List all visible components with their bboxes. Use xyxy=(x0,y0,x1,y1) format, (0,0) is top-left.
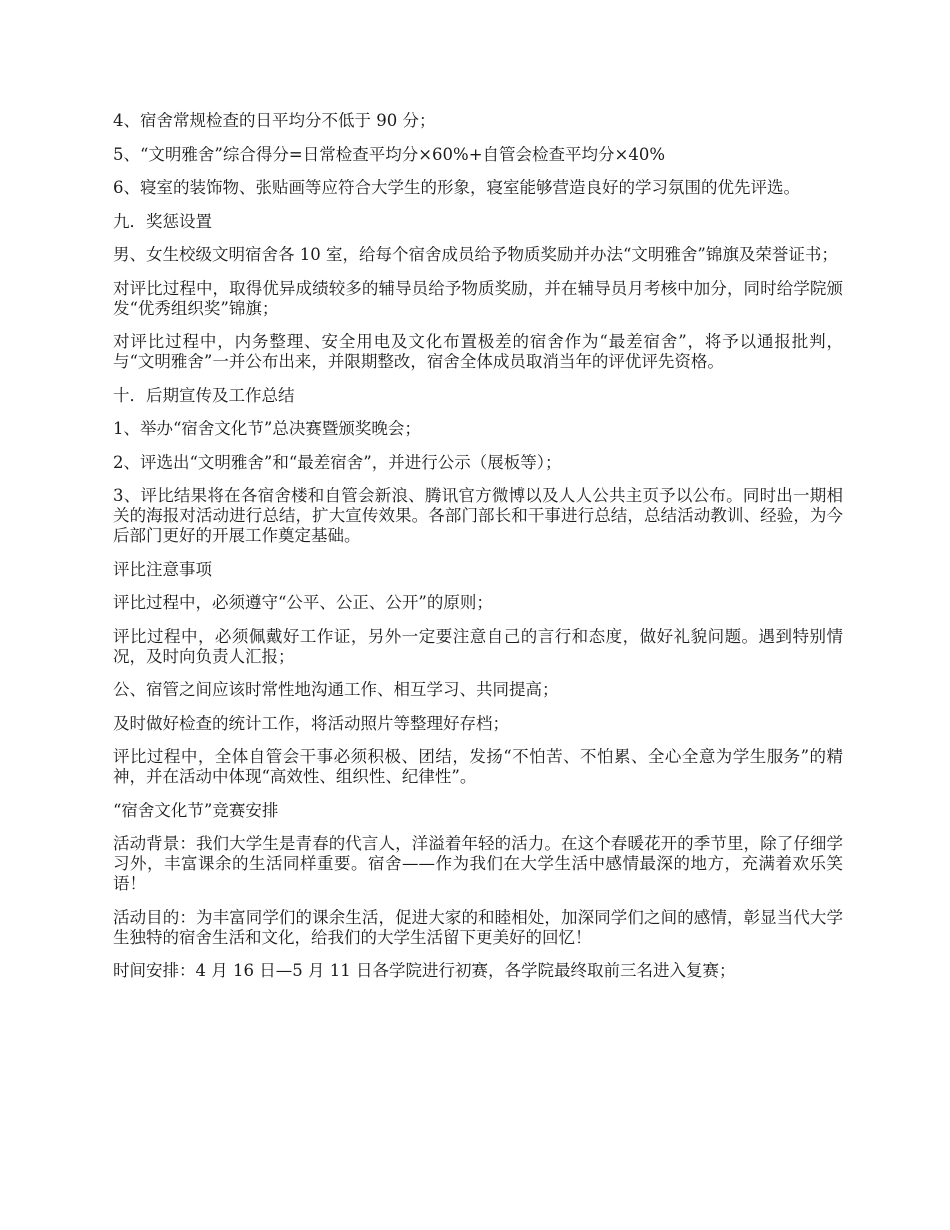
activity-purpose: 活动目的：为丰富同学们的课余生活，促进大家的和睦相处，加深同学们之间的感情，彰显当代大学生独特的宿舍生活和文化，给我们的大学生活留下更美好的回忆！ xyxy=(113,907,843,947)
section-heading-publicity: 十．后期宣传及工作总结 xyxy=(113,385,295,405)
activity-background: 活动背景：我们大学生是青春的代言人，洋溢着年轻的活力。在这个春暖花开的季节里，除了仔细学习外，丰富课余的生活同样重要。宿舍——作为我们在大学生活中感情最深的地方，充满着欢乐笑语！ xyxy=(113,834,843,893)
section-heading-rewards: 九．奖惩设置 xyxy=(113,211,212,231)
note-paragraph-1: 评比过程中，必须遵守“公平、公正、公开”的原则； xyxy=(113,593,493,612)
reward-paragraph-2: 对评比过程中，取得优异成绩较多的辅导员给予物质奖励，并在辅导员月考核中加分，同时给学院颁发“优秀组织奖”锦旗； xyxy=(113,278,843,318)
reward-paragraph-1: 男、女生校级文明宿舍各 10 室，给每个宿舍成员给予物质奖励并办法“文明雅舍”锦旗及荣誉证书； xyxy=(113,245,838,264)
publicity-item-3: 3、评比结果将在各宿舍楼和自管会新浪、腾讯官方微博以及人人公共主页予以公布。同时出一期相关的海报对活动进行总结，扩大宣传效果。各部门部长和干事进行总结，总结活动教训、经验，为今后部门更好的开展工作奠定基础。 xyxy=(113,486,843,545)
note-paragraph-4: 及时做好检查的统计工作，将活动照片等整理好存档； xyxy=(113,713,509,733)
note-paragraph-2: 评比过程中，必须佩戴好工作证，另外一定要注意自己的言行和态度，做好礼貌问题。遇到特别情况，及时向负责人汇报； xyxy=(113,626,843,666)
activity-schedule: 时间安排：4 月 16 日—5 月 11 日各学院进行初赛，各学院最终取前三名进入复赛； xyxy=(113,961,736,980)
note-paragraph-3: 公、宿管之间应该时常性地沟通工作、相互学习、共同提高； xyxy=(113,680,559,699)
document-body xyxy=(113,111,843,995)
publicity-item-2: 2、评选出“文明雅舍”和“最差宿舍”，并进行公示（展板等）； xyxy=(113,452,562,472)
penalty-paragraph: 对评比过程中，内务整理、安全用电及文化布置极差的宿舍作为“最差宿舍”，将予以通报批判，与“文明雅舍”一并公布出来，并限期整改，宿舍全体成员取消当年的评优评先资格。 xyxy=(113,332,843,371)
note-paragraph-5: 评比过程中，全体自管会干事必须积极、团结，发扬“不怕苦、不怕累、全心全意为学生服务”的精神，并在活动中体现“高效性、组织性、纪律性”。 xyxy=(113,747,843,786)
section-heading-notes: 评比注意事项 xyxy=(113,559,212,579)
criteria-item-6: 6、寝室的装饰物、张贴画等应符合大学生的形象，寝室能够营造良好的学习氛围的优先评选。 xyxy=(113,178,800,197)
criteria-item-5: 5、“文明雅舍”综合得分=日常检查平均分×60%+自管会检查平均分×40% xyxy=(113,144,666,164)
publicity-item-1: 1、举办“宿舍文化节”总决赛暨颁奖晚会； xyxy=(113,419,421,438)
section-heading-competition: “宿舍文化节”竞赛安排 xyxy=(113,800,279,820)
criteria-item-4: 4、宿舍常规检查的日平均分不低于 90 分； xyxy=(113,111,436,130)
